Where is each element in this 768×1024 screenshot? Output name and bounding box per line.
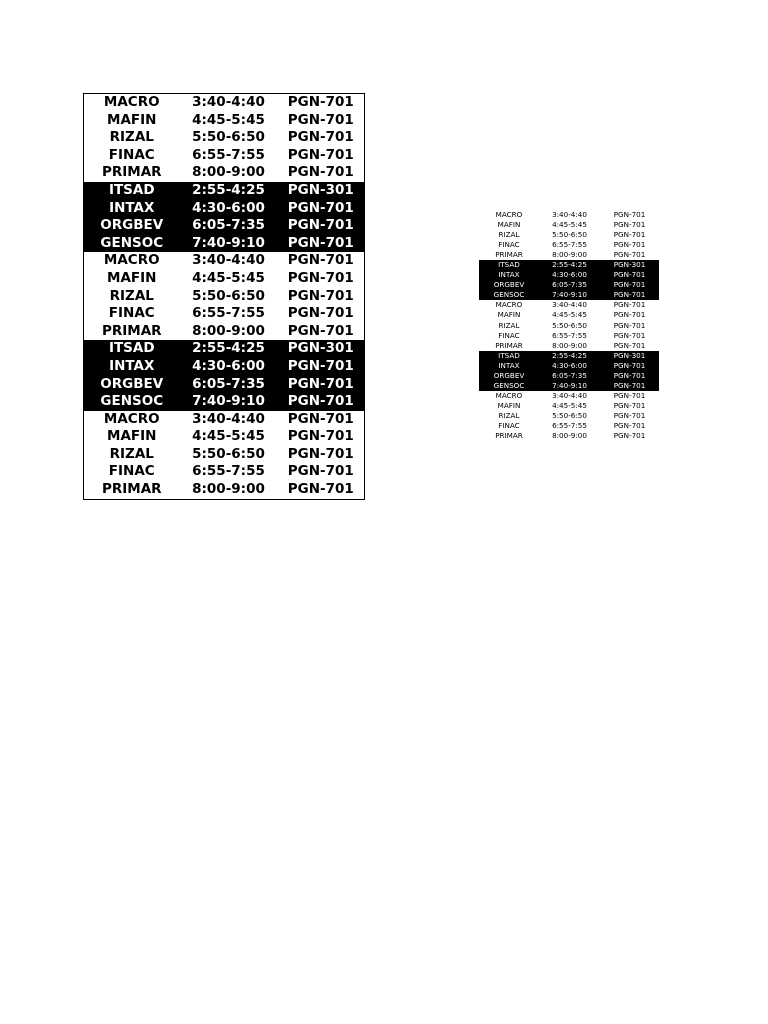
time-cell: 8:00-9:00 — [180, 481, 278, 499]
subject-cell: MACRO — [479, 391, 539, 401]
room-cell: PGN-701 — [278, 446, 365, 464]
schedule-row — [479, 270, 659, 280]
time-cell: 2:55-4:25 — [180, 182, 278, 200]
room-cell: PGN-301 — [600, 351, 659, 361]
schedule-row — [84, 411, 365, 429]
room-cell: PGN-701 — [278, 235, 365, 253]
subject-cell: RIZAL — [84, 446, 180, 464]
schedule-row — [84, 446, 365, 464]
time-cell: 3:40-4:40 — [539, 391, 600, 401]
subject-cell: RIZAL — [479, 230, 539, 240]
time-cell: 6:55-7:55 — [539, 331, 600, 341]
room-cell: PGN-701 — [600, 310, 659, 320]
schedule-row — [479, 411, 659, 421]
time-cell: 4:30-6:00 — [539, 361, 600, 371]
room-cell: PGN-701 — [278, 393, 365, 411]
subject-cell: RIZAL — [84, 288, 180, 306]
time-cell: 8:00-9:00 — [180, 323, 278, 341]
subject-cell: MACRO — [84, 252, 180, 270]
time-cell: 3:40-4:40 — [180, 94, 278, 112]
schedule-row — [479, 210, 659, 220]
time-cell: 2:55-4:25 — [180, 340, 278, 358]
room-cell: PGN-701 — [278, 428, 365, 446]
schedule-table-large — [83, 93, 365, 500]
subject-cell: ITSAD — [84, 182, 180, 200]
room-cell: PGN-701 — [278, 305, 365, 323]
time-cell: 3:40-4:40 — [539, 300, 600, 310]
room-cell: PGN-701 — [600, 391, 659, 401]
schedule-row — [479, 371, 659, 381]
schedule-row — [84, 481, 365, 499]
schedule-row — [479, 391, 659, 401]
room-cell: PGN-701 — [600, 321, 659, 331]
subject-cell: ORGBEV — [84, 217, 180, 235]
room-cell: PGN-701 — [600, 270, 659, 280]
subject-cell: MAFIN — [84, 428, 180, 446]
time-cell: 2:55-4:25 — [539, 351, 600, 361]
schedule-row — [84, 164, 365, 182]
subject-cell: MACRO — [84, 94, 180, 112]
schedule-row — [84, 129, 365, 147]
room-cell: PGN-701 — [600, 230, 659, 240]
time-cell: 6:55-7:55 — [539, 421, 600, 431]
subject-cell: ITSAD — [479, 351, 539, 361]
subject-cell: FINAC — [84, 305, 180, 323]
room-cell: PGN-701 — [600, 210, 659, 220]
schedule-row — [84, 340, 365, 358]
room-cell: PGN-701 — [278, 129, 365, 147]
subject-cell: MAFIN — [479, 401, 539, 411]
room-cell: PGN-701 — [600, 421, 659, 431]
schedule-row — [479, 401, 659, 411]
time-cell: 5:50-6:50 — [180, 446, 278, 464]
schedule-table-large-body — [84, 94, 365, 500]
room-cell: PGN-701 — [278, 94, 365, 112]
time-cell: 5:50-6:50 — [539, 230, 600, 240]
schedule-row — [479, 381, 659, 391]
schedule-row — [84, 94, 365, 112]
room-cell: PGN-701 — [278, 358, 365, 376]
room-cell: PGN-301 — [278, 340, 365, 358]
room-cell: PGN-301 — [278, 182, 365, 200]
subject-cell: GENSOC — [84, 235, 180, 253]
time-cell: 7:40-9:10 — [539, 290, 600, 300]
schedule-row — [479, 260, 659, 270]
schedule-row — [84, 112, 365, 130]
subject-cell: RIZAL — [479, 321, 539, 331]
subject-cell: GENSOC — [84, 393, 180, 411]
time-cell: 2:55-4:25 — [539, 260, 600, 270]
schedule-row — [479, 300, 659, 310]
room-cell: PGN-301 — [600, 260, 659, 270]
schedule-row — [479, 220, 659, 230]
time-cell: 6:55-7:55 — [180, 463, 278, 481]
subject-cell: GENSOC — [479, 290, 539, 300]
room-cell: PGN-701 — [600, 371, 659, 381]
time-cell: 6:55-7:55 — [539, 240, 600, 250]
room-cell: PGN-701 — [600, 300, 659, 310]
subject-cell: FINAC — [479, 421, 539, 431]
room-cell: PGN-701 — [278, 217, 365, 235]
room-cell: PGN-701 — [278, 463, 365, 481]
schedule-row — [479, 240, 659, 250]
room-cell: PGN-701 — [600, 240, 659, 250]
room-cell: PGN-701 — [600, 220, 659, 230]
schedule-row — [84, 252, 365, 270]
time-cell: 4:30-6:00 — [180, 200, 278, 218]
subject-cell: ITSAD — [479, 260, 539, 270]
time-cell: 6:05-7:35 — [539, 371, 600, 381]
room-cell: PGN-701 — [278, 376, 365, 394]
time-cell: 7:40-9:10 — [539, 381, 600, 391]
schedule-row — [84, 288, 365, 306]
subject-cell: MACRO — [479, 300, 539, 310]
subject-cell: RIZAL — [479, 411, 539, 421]
schedule-row — [84, 182, 365, 200]
schedule-row — [479, 341, 659, 351]
room-cell: PGN-701 — [278, 481, 365, 499]
subject-cell: MAFIN — [84, 112, 180, 130]
schedule-row — [479, 230, 659, 240]
schedule-row — [84, 428, 365, 446]
time-cell: 4:45-5:45 — [180, 270, 278, 288]
schedule-row — [84, 305, 365, 323]
subject-cell: PRIMAR — [479, 431, 539, 441]
room-cell: PGN-701 — [600, 411, 659, 421]
room-cell: PGN-701 — [600, 381, 659, 391]
room-cell: PGN-701 — [278, 411, 365, 429]
subject-cell: INTAX — [84, 200, 180, 218]
subject-cell: INTAX — [479, 361, 539, 371]
subject-cell: PRIMAR — [84, 323, 180, 341]
schedule-row — [479, 351, 659, 361]
time-cell: 4:45-5:45 — [180, 112, 278, 130]
time-cell: 4:45-5:45 — [180, 428, 278, 446]
subject-cell: FINAC — [84, 147, 180, 165]
room-cell: PGN-701 — [278, 288, 365, 306]
subject-cell: FINAC — [84, 463, 180, 481]
schedule-row — [84, 235, 365, 253]
schedule-row — [479, 290, 659, 300]
time-cell: 6:55-7:55 — [180, 305, 278, 323]
time-cell: 8:00-9:00 — [539, 341, 600, 351]
schedule-row — [479, 331, 659, 341]
time-cell: 3:40-4:40 — [539, 210, 600, 220]
time-cell: 6:05-7:35 — [180, 376, 278, 394]
subject-cell: MACRO — [479, 210, 539, 220]
subject-cell: FINAC — [479, 240, 539, 250]
time-cell: 3:40-4:40 — [180, 252, 278, 270]
schedule-row — [479, 321, 659, 331]
subject-cell: ORGBEV — [84, 376, 180, 394]
room-cell: PGN-701 — [278, 252, 365, 270]
schedule-row — [84, 270, 365, 288]
time-cell: 6:05-7:35 — [180, 217, 278, 235]
time-cell: 7:40-9:10 — [180, 235, 278, 253]
time-cell: 5:50-6:50 — [180, 288, 278, 306]
room-cell: PGN-701 — [600, 401, 659, 411]
room-cell: PGN-701 — [600, 280, 659, 290]
schedule-table-small-body — [479, 210, 659, 441]
time-cell: 4:30-6:00 — [180, 358, 278, 376]
room-cell: PGN-701 — [600, 341, 659, 351]
subject-cell: GENSOC — [479, 381, 539, 391]
room-cell: PGN-701 — [278, 164, 365, 182]
subject-cell: PRIMAR — [84, 481, 180, 499]
schedule-row — [479, 310, 659, 320]
subject-cell: MAFIN — [479, 220, 539, 230]
time-cell: 4:45-5:45 — [539, 310, 600, 320]
schedule-row — [84, 376, 365, 394]
room-cell: PGN-701 — [600, 290, 659, 300]
room-cell: PGN-701 — [278, 112, 365, 130]
room-cell: PGN-701 — [278, 323, 365, 341]
room-cell: PGN-701 — [278, 270, 365, 288]
time-cell: 5:50-6:50 — [180, 129, 278, 147]
time-cell: 6:05-7:35 — [539, 280, 600, 290]
subject-cell: ORGBEV — [479, 371, 539, 381]
schedule-row — [479, 421, 659, 431]
time-cell: 6:55-7:55 — [180, 147, 278, 165]
room-cell: PGN-701 — [278, 200, 365, 218]
schedule-row — [84, 393, 365, 411]
time-cell: 4:45-5:45 — [539, 401, 600, 411]
room-cell: PGN-701 — [600, 250, 659, 260]
schedule-table-small — [479, 210, 659, 441]
subject-cell: INTAX — [479, 270, 539, 280]
subject-cell: FINAC — [479, 331, 539, 341]
subject-cell: PRIMAR — [479, 341, 539, 351]
subject-cell: MAFIN — [479, 310, 539, 320]
time-cell: 4:30-6:00 — [539, 270, 600, 280]
subject-cell: MAFIN — [84, 270, 180, 288]
time-cell: 8:00-9:00 — [539, 250, 600, 260]
schedule-row — [84, 358, 365, 376]
subject-cell: MACRO — [84, 411, 180, 429]
subject-cell: PRIMAR — [479, 250, 539, 260]
time-cell: 8:00-9:00 — [539, 431, 600, 441]
time-cell: 3:40-4:40 — [180, 411, 278, 429]
time-cell: 8:00-9:00 — [180, 164, 278, 182]
subject-cell: INTAX — [84, 358, 180, 376]
time-cell: 4:45-5:45 — [539, 220, 600, 230]
time-cell: 7:40-9:10 — [180, 393, 278, 411]
time-cell: 5:50-6:50 — [539, 321, 600, 331]
schedule-row — [479, 280, 659, 290]
time-cell: 5:50-6:50 — [539, 411, 600, 421]
room-cell: PGN-701 — [278, 147, 365, 165]
schedule-row — [84, 463, 365, 481]
schedule-row — [84, 200, 365, 218]
schedule-row — [479, 250, 659, 260]
subject-cell: ORGBEV — [479, 280, 539, 290]
schedule-row — [479, 431, 659, 441]
schedule-row — [84, 217, 365, 235]
subject-cell: RIZAL — [84, 129, 180, 147]
room-cell: PGN-701 — [600, 361, 659, 371]
subject-cell: ITSAD — [84, 340, 180, 358]
schedule-row — [479, 361, 659, 371]
schedule-row — [84, 147, 365, 165]
room-cell: PGN-701 — [600, 331, 659, 341]
schedule-row — [84, 323, 365, 341]
room-cell: PGN-701 — [600, 431, 659, 441]
subject-cell: PRIMAR — [84, 164, 180, 182]
